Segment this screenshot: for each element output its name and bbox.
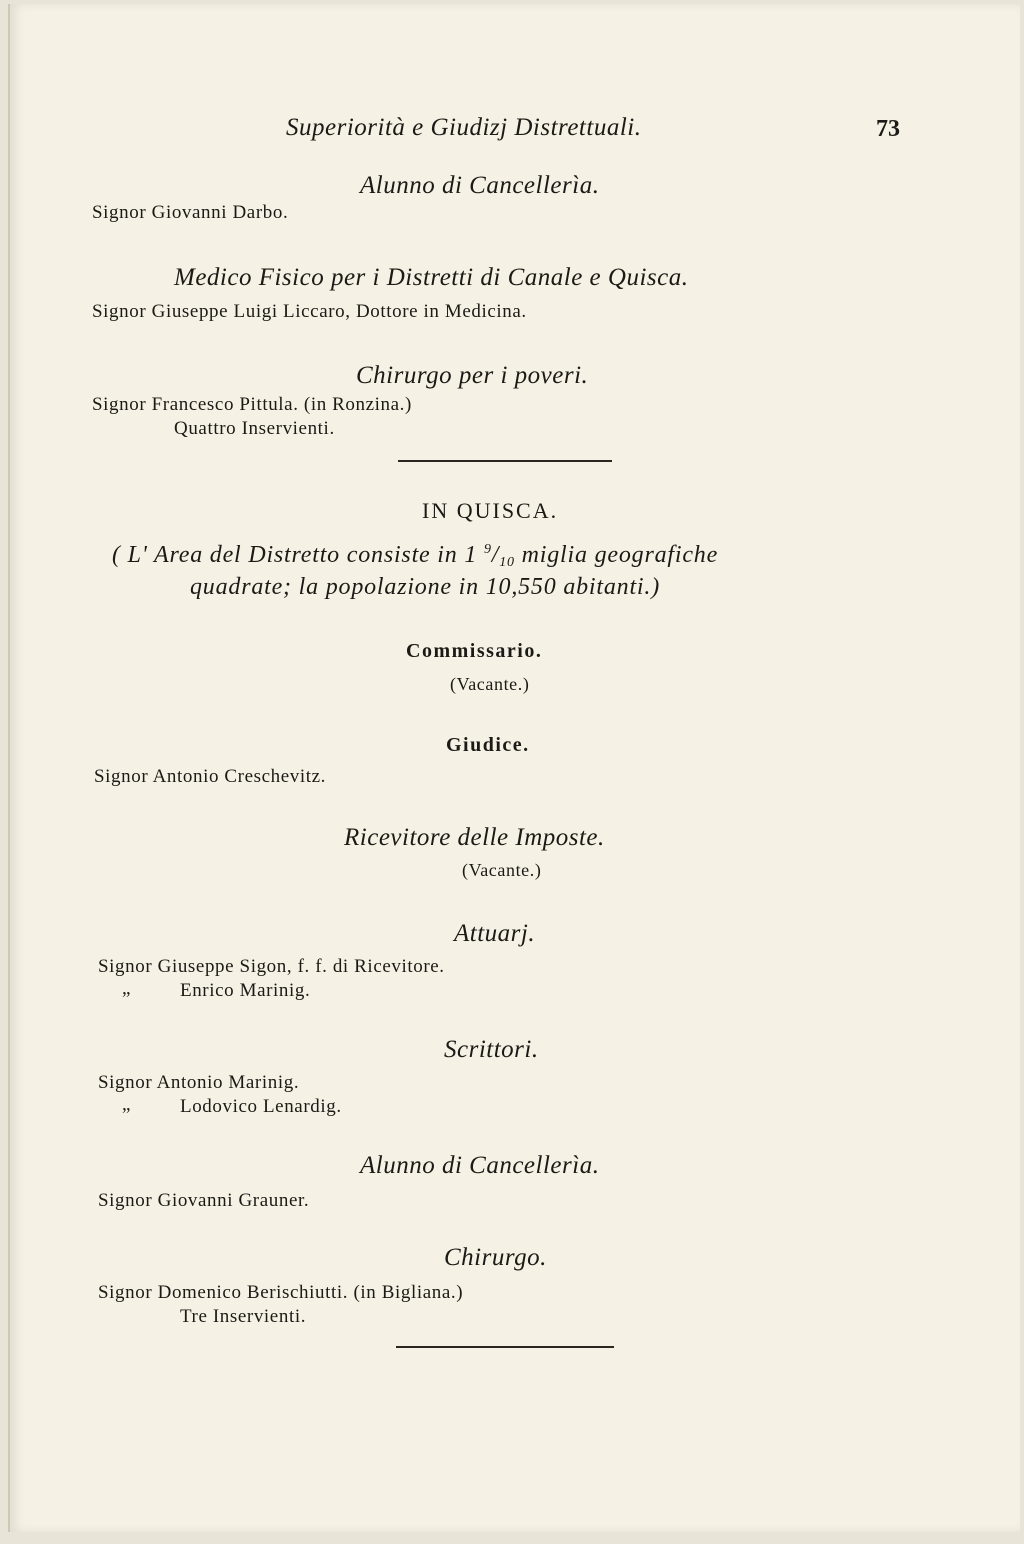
fraction-numerator: 9 bbox=[483, 542, 492, 557]
area-text-b: miglia geografiche bbox=[514, 542, 719, 568]
entry-enrico-marinig: Enrico Marinig. bbox=[180, 980, 311, 1001]
section-title: IN QUISCA. bbox=[422, 498, 559, 523]
heading-chirurgo: Chirurgo. bbox=[444, 1244, 547, 1271]
entry-inservienti-2: Tre Inservienti. bbox=[180, 1306, 307, 1327]
entry-creschevitz: Signor Antonio Creschevitz. bbox=[94, 766, 327, 787]
divider-rule bbox=[398, 460, 612, 462]
divider-rule bbox=[396, 1346, 614, 1348]
entry-lenardig: Lodovico Lenardig. bbox=[180, 1096, 342, 1117]
fraction-slash: / bbox=[491, 542, 500, 568]
entry-darbo: Signor Giovanni Darbo. bbox=[92, 202, 289, 223]
fraction-denominator: 10 bbox=[499, 555, 515, 570]
running-title: Superiorità e Giudizj Distrettuali. bbox=[286, 114, 642, 141]
area-line-2: quadrate; la popolazione in 10,550 abitanti.) bbox=[190, 574, 660, 600]
heading-chirurgo-poveri: Chirurgo per i poveri. bbox=[356, 362, 589, 389]
heading-alunno-cancelleria: Alunno di Cancellerìa. bbox=[360, 172, 600, 199]
page-number: 73 bbox=[876, 116, 900, 142]
ditto-mark: „ bbox=[122, 978, 132, 999]
ditto-mark: „ bbox=[122, 1094, 132, 1115]
heading-scrittori: Scrittori. bbox=[444, 1036, 539, 1063]
entry-antonio-marinig: Signor Antonio Marinig. bbox=[98, 1072, 300, 1093]
status-ricevitore: (Vacante.) bbox=[462, 860, 542, 880]
entry-berischiutti: Signor Domenico Berischiutti. (in Bigliana.) bbox=[98, 1282, 464, 1303]
heading-giudice: Giudice. bbox=[446, 734, 530, 756]
entry-grauner: Signor Giovanni Grauner. bbox=[98, 1190, 310, 1211]
heading-medico-fisico: Medico Fisico per i Distretti di Canale e Quisca. bbox=[174, 264, 689, 291]
heading-alunno-cancelleria-2: Alunno di Cancellerìa. bbox=[360, 1152, 600, 1179]
document-page bbox=[8, 4, 1020, 1532]
heading-ricevitore: Ricevitore delle Imposte. bbox=[344, 824, 605, 851]
entry-pittula: Signor Francesco Pittula. (in Ronzina.) bbox=[92, 394, 412, 415]
status-commissario: (Vacante.) bbox=[450, 674, 530, 694]
entry-inservienti-1: Quattro Inservienti. bbox=[174, 418, 335, 439]
entry-liccaro: Signor Giuseppe Luigi Liccaro, Dottore in Medicina. bbox=[92, 301, 527, 322]
heading-commissario: Commissario. bbox=[406, 640, 543, 662]
heading-attuarj: Attuarj. bbox=[454, 920, 536, 947]
area-text-a: ( L' Area del Distretto consiste in 1 bbox=[112, 542, 484, 568]
area-line-1 bbox=[112, 542, 718, 571]
entry-sigon: Signor Giuseppe Sigon, f. f. di Ricevitore. bbox=[98, 956, 445, 977]
